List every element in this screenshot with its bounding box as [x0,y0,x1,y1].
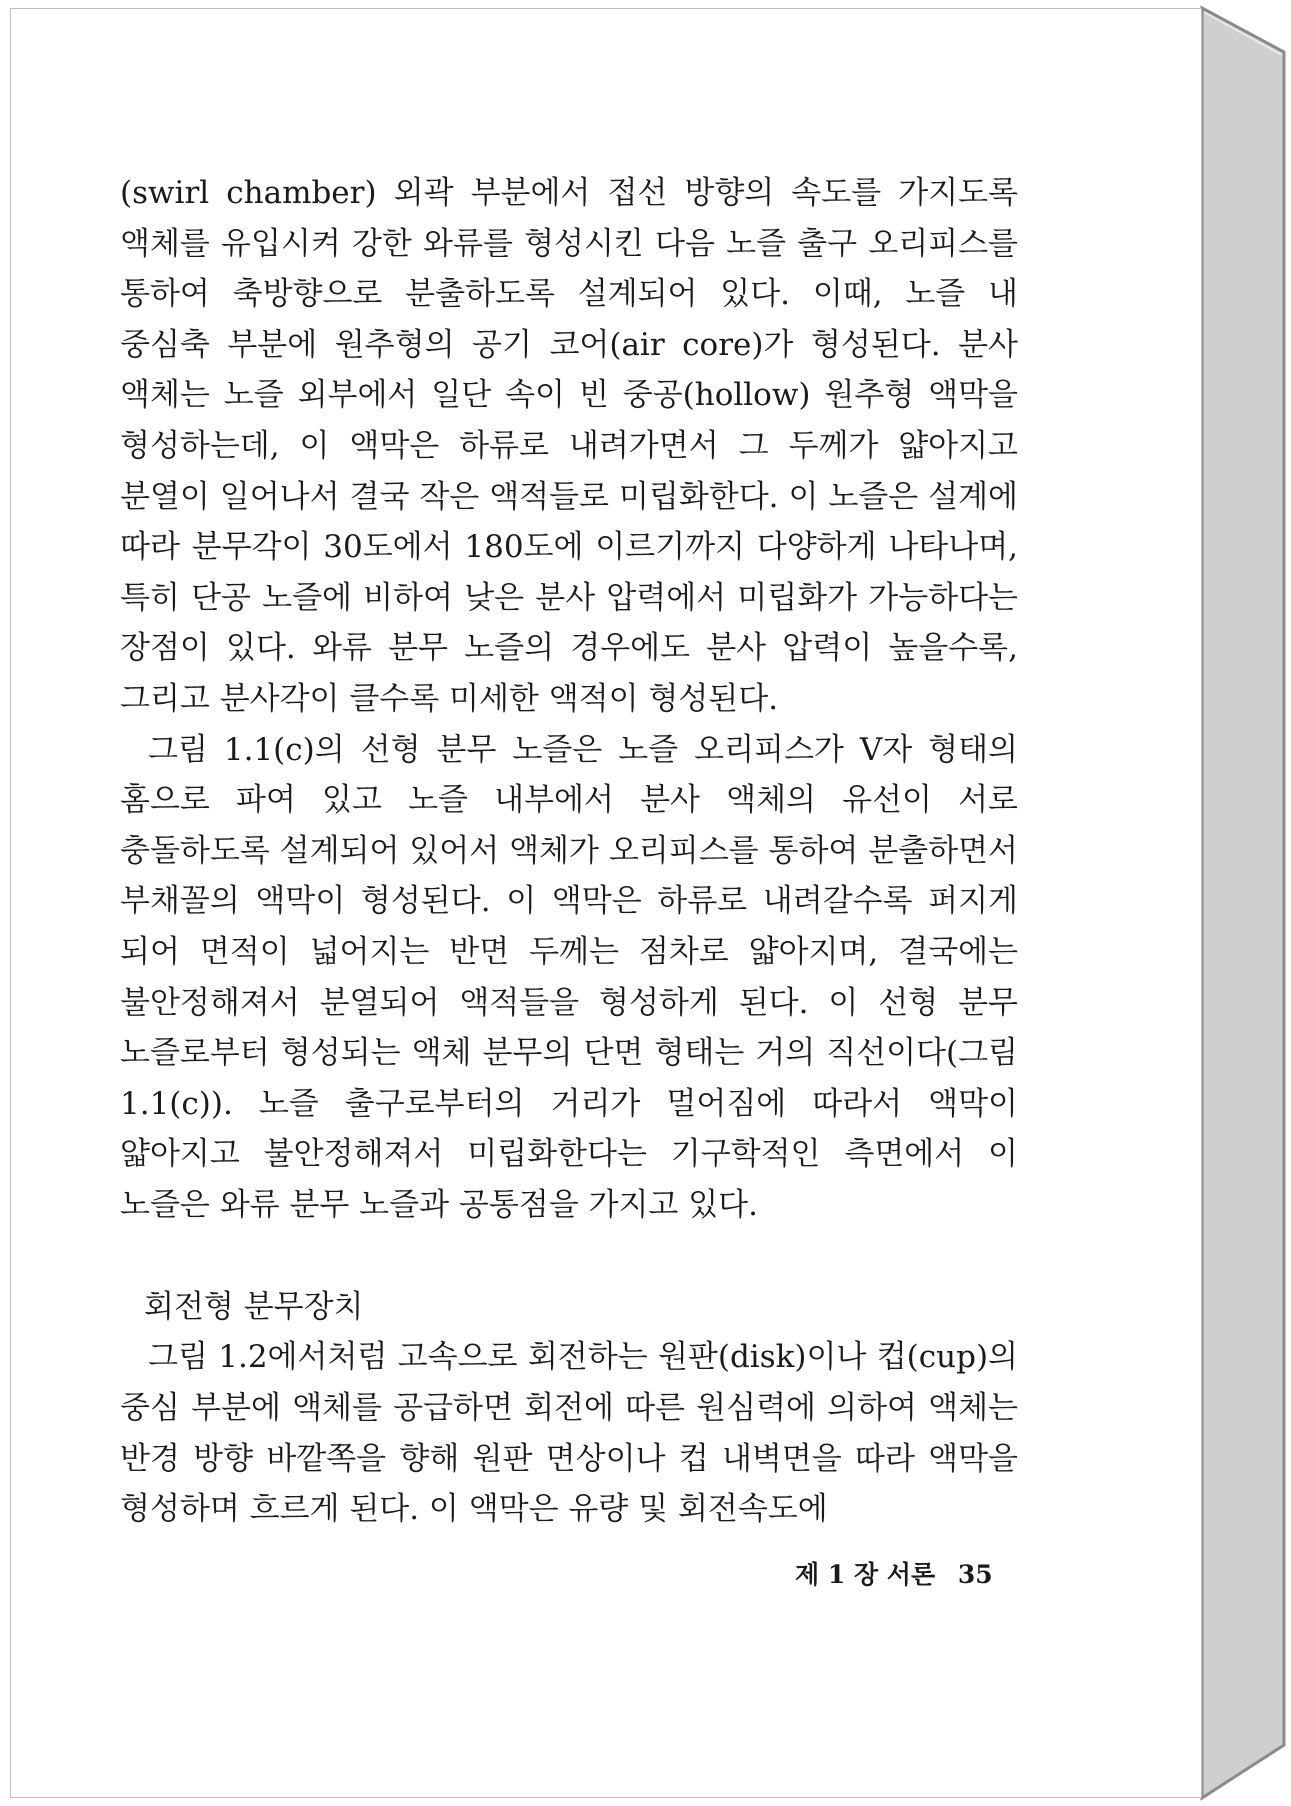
body-paragraph-1: (swirl chamber) 외곽 부분에서 접선 방향의 속도를 가지도록 액체를 유입시켜 강한 와류를 형성시킨 다음 노즐 출구 오리피스를 통하여 축방향으로 분출하도록 설계되어 있다. 이때, 노즐 내 중심축 부분에 원추형의 공기 코어(air core)가 형성된다. 분사 액체는 노즐 외부에서 일단 속이 빈 중공(hollow) 원추형 액막을 형성하는데, 이 액막은 하류로 내려가면서 그 두께가 얇아지고 분열이 일어나서 결국 작은 액적들로 미립화한다. 이 노즐은 설계에 따라 분무각이 30도에서 180도에 이르기까지 다양하게 나타나며, 특히 단공 노즐에 비하여 낮은 분사 압력에서 미립화가 가능하다는 장점이 있다. 와류 분무 노즐의 경우에도 분사 압력이 높을수록, 그리고 분사각이 클수록 미세한 액적이 형성된다. [120,175,1018,717]
section-heading: 회전형 분무장치 [144,1289,364,1326]
footer-chapter-label: 제 1 장 서론 [795,1560,936,1589]
section-paragraph: 그림 1.2에서처럼 고속으로 회전하는 원판(disk)이나 컵(cup)의 중심 부분에 액체를 공급하면 회전에 따른 원심력에 의하여 액체는 반경 방향 바깥쪽을 향해 원판 면상이나 컵 내벽면을 따라 액막을 형성하며 흐르게 된다. 이 액막은 유량 및 회전속도에 [120,1339,1018,1528]
body-paragraph-2: 그림 1.1(c)의 선형 분무 노즐은 노즐 오리피스가 V자 형태의 홈으로 파여 있고 노즐 내부에서 분사 액체의 유선이 서로 충돌하도록 설계되어 있어서 액체가 오리피스를 통하여 분출하면서 부채꼴의 액막이 형성된다. 이 액막은 하류로 내려갈수록 퍼지게 되어 면적이 넓어지는 반면 두께는 점차로 얇아지며, 결국에는 불안정해져서 분열되어 액적들을 형성하게 된다. 이 선형 분무 노즐로부터 형성되는 액체 분무의 단면 형태는 거의 직선이다(그림 1.1(c)). 노즐 출구로부터의 거리가 멀어짐에 따라서 액막이 얇아지고 불안정해져서 미립화한다는 기구학적인 측면에서 이 노즐은 와류 분무 노즐과 공통점을 가지고 있다. [120,731,1018,1223]
page-footer [795,1555,993,1591]
page-content [120,168,1018,1535]
page-number: 35 [957,1560,993,1589]
